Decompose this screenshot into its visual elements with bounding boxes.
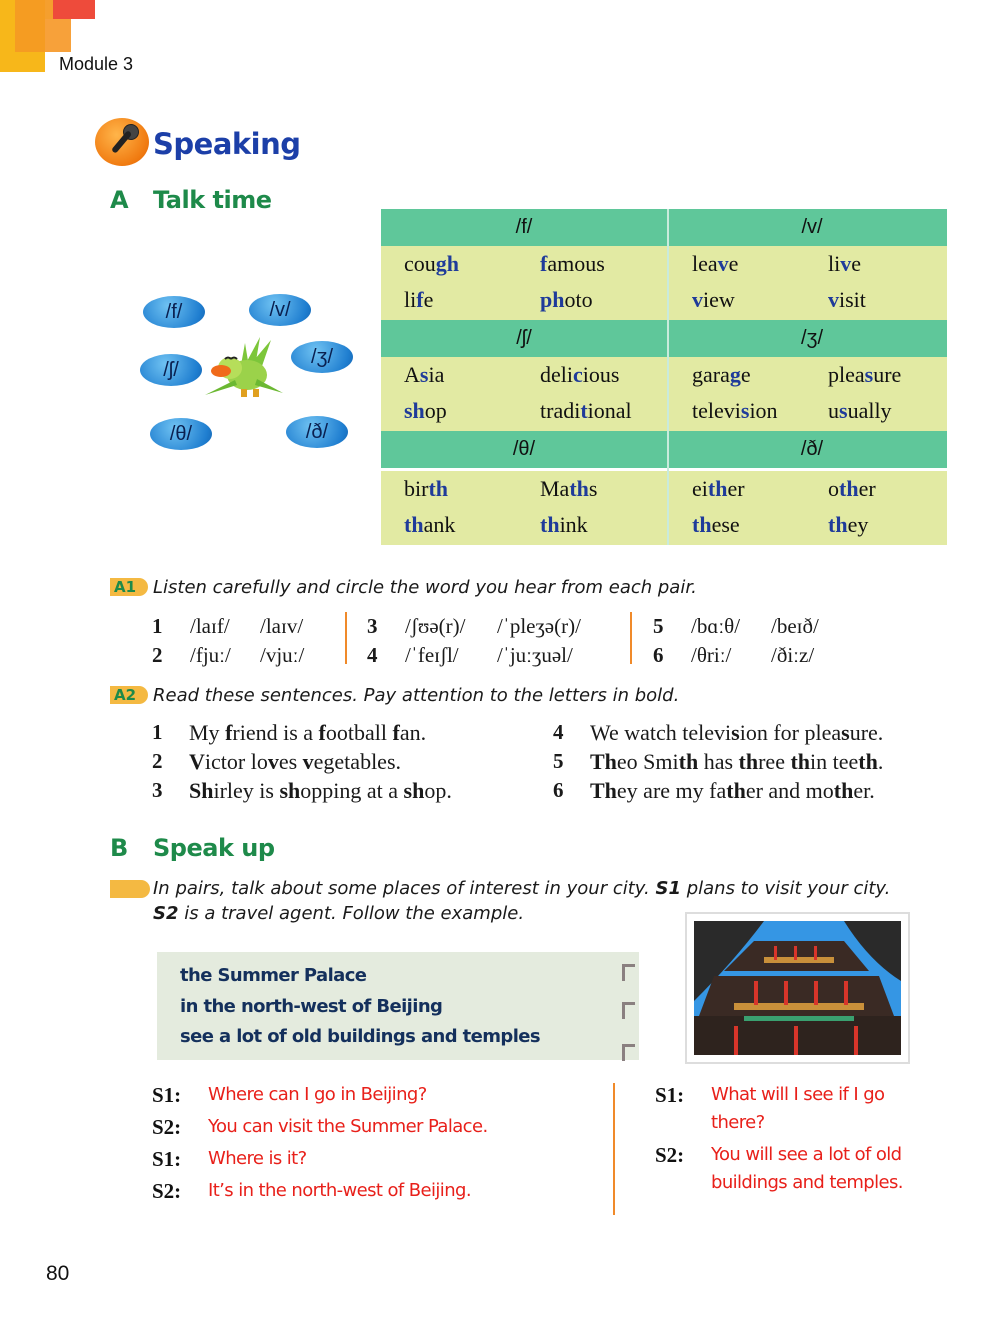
ipa-option: /ˈpleʒə(r)/	[497, 614, 581, 638]
speech-bubble-zh: /ʒ/	[291, 341, 353, 373]
example-word: they	[828, 512, 869, 537]
sentence-number: 4	[553, 720, 564, 744]
example-line: see a lot of old buildings and temples	[180, 1026, 540, 1047]
speaker-label: S2:	[152, 1115, 182, 1139]
section-a-title: Talk time	[153, 186, 272, 214]
corner-decoration	[45, 19, 71, 52]
example-line: in the north-west of Beijing	[180, 996, 443, 1017]
example-word: traditional	[540, 398, 632, 423]
example-word: usually	[828, 398, 892, 423]
speech-bubble-dh: /ð/	[286, 416, 348, 448]
instruction-marker	[110, 880, 150, 898]
module-label: Module 3	[59, 54, 134, 74]
speaker-label: S2:	[655, 1143, 685, 1167]
sound-header: /θ/	[512, 438, 536, 460]
sentence-number: 6	[553, 778, 564, 802]
column-divider	[345, 612, 347, 664]
example-notes-card	[157, 952, 639, 1060]
example-word: garage	[692, 362, 751, 387]
a2-tag: A2	[110, 686, 148, 705]
summer-palace-photo	[687, 914, 908, 1062]
speech-bubble-f: /f/	[143, 296, 205, 328]
speaker-label: S1:	[152, 1147, 182, 1171]
dialogue-divider	[613, 1083, 615, 1215]
sound-header: /ʃ/	[516, 327, 532, 349]
example-word: photo	[540, 287, 593, 312]
speech-bubble-v: /v/	[249, 294, 311, 326]
section-b-title: Speak up	[153, 834, 275, 862]
example-word: shop	[404, 398, 447, 423]
example-word: famous	[540, 251, 605, 276]
sound-header: /v/	[801, 216, 823, 238]
ipa-option: /ðiːz/	[771, 643, 815, 667]
example-word: Asia	[404, 362, 445, 387]
example-word: visit	[828, 287, 866, 312]
a1-instruction: Listen carefully and circle the word you hear from each pair.	[153, 577, 697, 598]
pair-number: 1	[152, 614, 163, 638]
example-word: delicious	[540, 362, 620, 387]
example-word: birth	[404, 476, 449, 501]
example-word: Maths	[540, 476, 598, 501]
example-word: live	[828, 251, 861, 276]
speech-bubble-th: /θ/	[150, 418, 212, 450]
dialogue-line: It’s in the north-west of Beijing.	[208, 1180, 471, 1201]
dialogue-line: You will see a lot of old	[711, 1144, 902, 1165]
pair-number: 3	[367, 614, 378, 638]
example-word: either	[692, 476, 745, 501]
a2-instruction: Read these sentences. Pay attention to the letters in bold.	[153, 685, 680, 706]
example-word: these	[692, 512, 740, 537]
microphone-icon	[95, 118, 149, 166]
ipa-option: /bɑːθ/	[691, 614, 741, 638]
sentence: My friend is a football fan.	[189, 720, 427, 745]
dialogue-line: You can visit the Summer Palace.	[208, 1116, 488, 1137]
ipa-option: /ˈfeɪʃl/	[405, 643, 459, 667]
sentence: We watch television for pleasure.	[590, 720, 884, 745]
sentence-number: 1	[152, 720, 163, 744]
example-word: thank	[404, 512, 456, 537]
pair-number: 5	[653, 614, 664, 638]
ipa-option: /ˈjuːʒuəl/	[497, 643, 573, 667]
example-word: leave	[692, 251, 739, 276]
phonics-table	[381, 209, 947, 545]
sound-header: /ʒ/	[800, 327, 823, 349]
sentence: Theo Smith has three thin teeth.	[590, 749, 884, 774]
b-instruction-line-1: In pairs, talk about some places of interest in your city. S1 plans to visit your city.	[153, 878, 891, 899]
example-word: pleasure	[828, 362, 902, 387]
ipa-option: /vjuː/	[260, 643, 305, 667]
dialogue-line: there?	[711, 1112, 765, 1133]
dialogue-line: buildings and temples.	[711, 1172, 903, 1193]
sentence-number: 5	[553, 749, 564, 773]
sound-header: /f/	[515, 216, 533, 238]
a1-tag: A1	[110, 578, 148, 597]
example-word: view	[692, 287, 735, 312]
ipa-option: /ʃʊə(r)/	[405, 614, 466, 638]
sentence: They are my father and mother.	[590, 778, 875, 803]
parrot-icon	[205, 335, 285, 405]
sentence-number: 3	[152, 778, 163, 802]
sentence: Shirley is shopping at a shop.	[189, 778, 452, 803]
sentence: Victor loves vegetables.	[189, 749, 402, 774]
sentence-number: 2	[152, 749, 163, 773]
ipa-option: /θriː/	[691, 643, 732, 667]
example-word: life	[404, 287, 434, 312]
b-instruction-line-2: S2 is a travel agent. Follow the example.	[153, 903, 525, 924]
ipa-option: /fjuː/	[190, 643, 231, 667]
page-title: Speaking	[153, 127, 301, 161]
example-word: other	[828, 476, 876, 501]
speaker-label: S1:	[655, 1083, 685, 1107]
speaker-label: S2:	[152, 1179, 182, 1203]
ipa-option: /laɪv/	[260, 614, 304, 638]
example-word: television	[692, 398, 778, 423]
dialogue-line: What will I see if I go	[711, 1084, 885, 1105]
pair-number: 2	[152, 643, 163, 667]
ipa-option: /beɪð/	[771, 614, 819, 638]
dialogue-line: Where can I go in Beijing?	[208, 1084, 427, 1105]
speaker-label: S1:	[152, 1083, 182, 1107]
sound-header: /ð/	[800, 438, 824, 460]
pair-number: 4	[367, 643, 378, 667]
page-number: 80	[46, 1262, 70, 1285]
speech-bubble-sh: /ʃ/	[140, 354, 202, 386]
example-line: the Summer Palace	[180, 965, 367, 986]
ipa-option: /laɪf/	[190, 614, 230, 638]
column-divider	[630, 612, 632, 664]
corner-decoration	[53, 0, 95, 19]
section-a-letter: A	[110, 186, 129, 214]
pair-number: 6	[653, 643, 664, 667]
section-b-letter: B	[110, 834, 128, 862]
example-word: cough	[404, 251, 460, 276]
example-word: think	[540, 512, 588, 537]
dialogue-line: Where is it?	[208, 1148, 307, 1169]
